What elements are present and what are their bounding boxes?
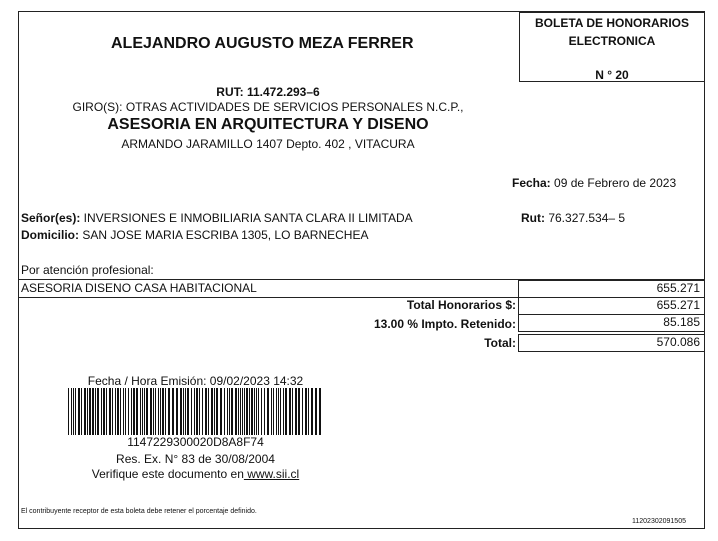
issue-date-label: Fecha: xyxy=(512,176,551,190)
issue-date-value: 09 de Febrero de 2023 xyxy=(550,176,677,190)
service-item-description: ASESORIA DISENO CASA HABITACIONAL xyxy=(21,281,257,295)
recipient-name-label: Señor(es): xyxy=(21,211,81,225)
sii-link[interactable]: www.sii.cl xyxy=(243,467,300,481)
document-type-line2: ELECTRONICA xyxy=(568,34,656,48)
document-type-box xyxy=(519,12,705,82)
emission-datetime: Fecha / Hora Emisión: 09/02/2023 14:32 xyxy=(87,374,304,388)
resolution-text: Res. Ex. N° 83 de 30/08/2004 xyxy=(116,452,275,466)
total-honorarios-label: Total Honorarios $: xyxy=(406,298,516,312)
total-label: Total: xyxy=(484,336,516,350)
services-header: Por atención profesional: xyxy=(21,263,154,277)
issuer-giro: GIRO(S): OTRAS ACTIVIDADES DE SERVICIOS PERSONALES N.C.P., xyxy=(72,100,464,114)
issuer-address: ARMANDO JARAMILLO 1407 Depto. 402 , VITACURA xyxy=(121,137,415,151)
verify-prefix: Verifique este documento en xyxy=(91,467,244,481)
recipient-rut xyxy=(521,211,625,225)
verify-text xyxy=(66,467,325,481)
recipient-name-value: INVERSIONES E INMOBILIARIA SANTA CLARA II LIMITADA xyxy=(80,211,413,225)
total-honorarios-value: 655.271 xyxy=(518,297,705,315)
recipient-address xyxy=(21,228,368,242)
issue-date xyxy=(512,176,676,190)
retenido-label: 13.00 % Impto. Retenido: xyxy=(373,317,516,331)
footer-note: El contribuyente receptor de esta boleta debe retener el porcentaje definido. xyxy=(21,508,257,515)
recipient-address-value: SAN JOSE MARIA ESCRIBA 1305, LO BARNECHEA xyxy=(79,228,369,242)
document-type-line1: BOLETA DE HONORARIOS xyxy=(534,16,689,30)
issuer-business: ASESORIA EN ARQUITECTURA Y DISENO xyxy=(107,116,429,133)
recipient-rut-value: 76.327.534– 5 xyxy=(545,211,626,225)
recipient-name xyxy=(21,211,413,225)
barcode-code: 1147229300020D8A8F74 xyxy=(127,435,264,449)
recipient-address-label: Domicilio: xyxy=(21,228,80,242)
barcode-image xyxy=(66,388,325,435)
total-value: 570.086 xyxy=(518,334,705,352)
retenido-value: 85.185 xyxy=(518,314,705,332)
footer-serial: 11202302091505 xyxy=(632,518,686,525)
issuer-rut: RUT: 11.472.293–6 xyxy=(216,85,320,99)
recipient-rut-label: Rut: xyxy=(521,211,545,225)
service-item-value: 655.271 xyxy=(518,280,705,298)
document-number: N ° 20 xyxy=(595,68,629,82)
issuer-name: ALEJANDRO AUGUSTO MEZA FERRER xyxy=(111,35,414,52)
